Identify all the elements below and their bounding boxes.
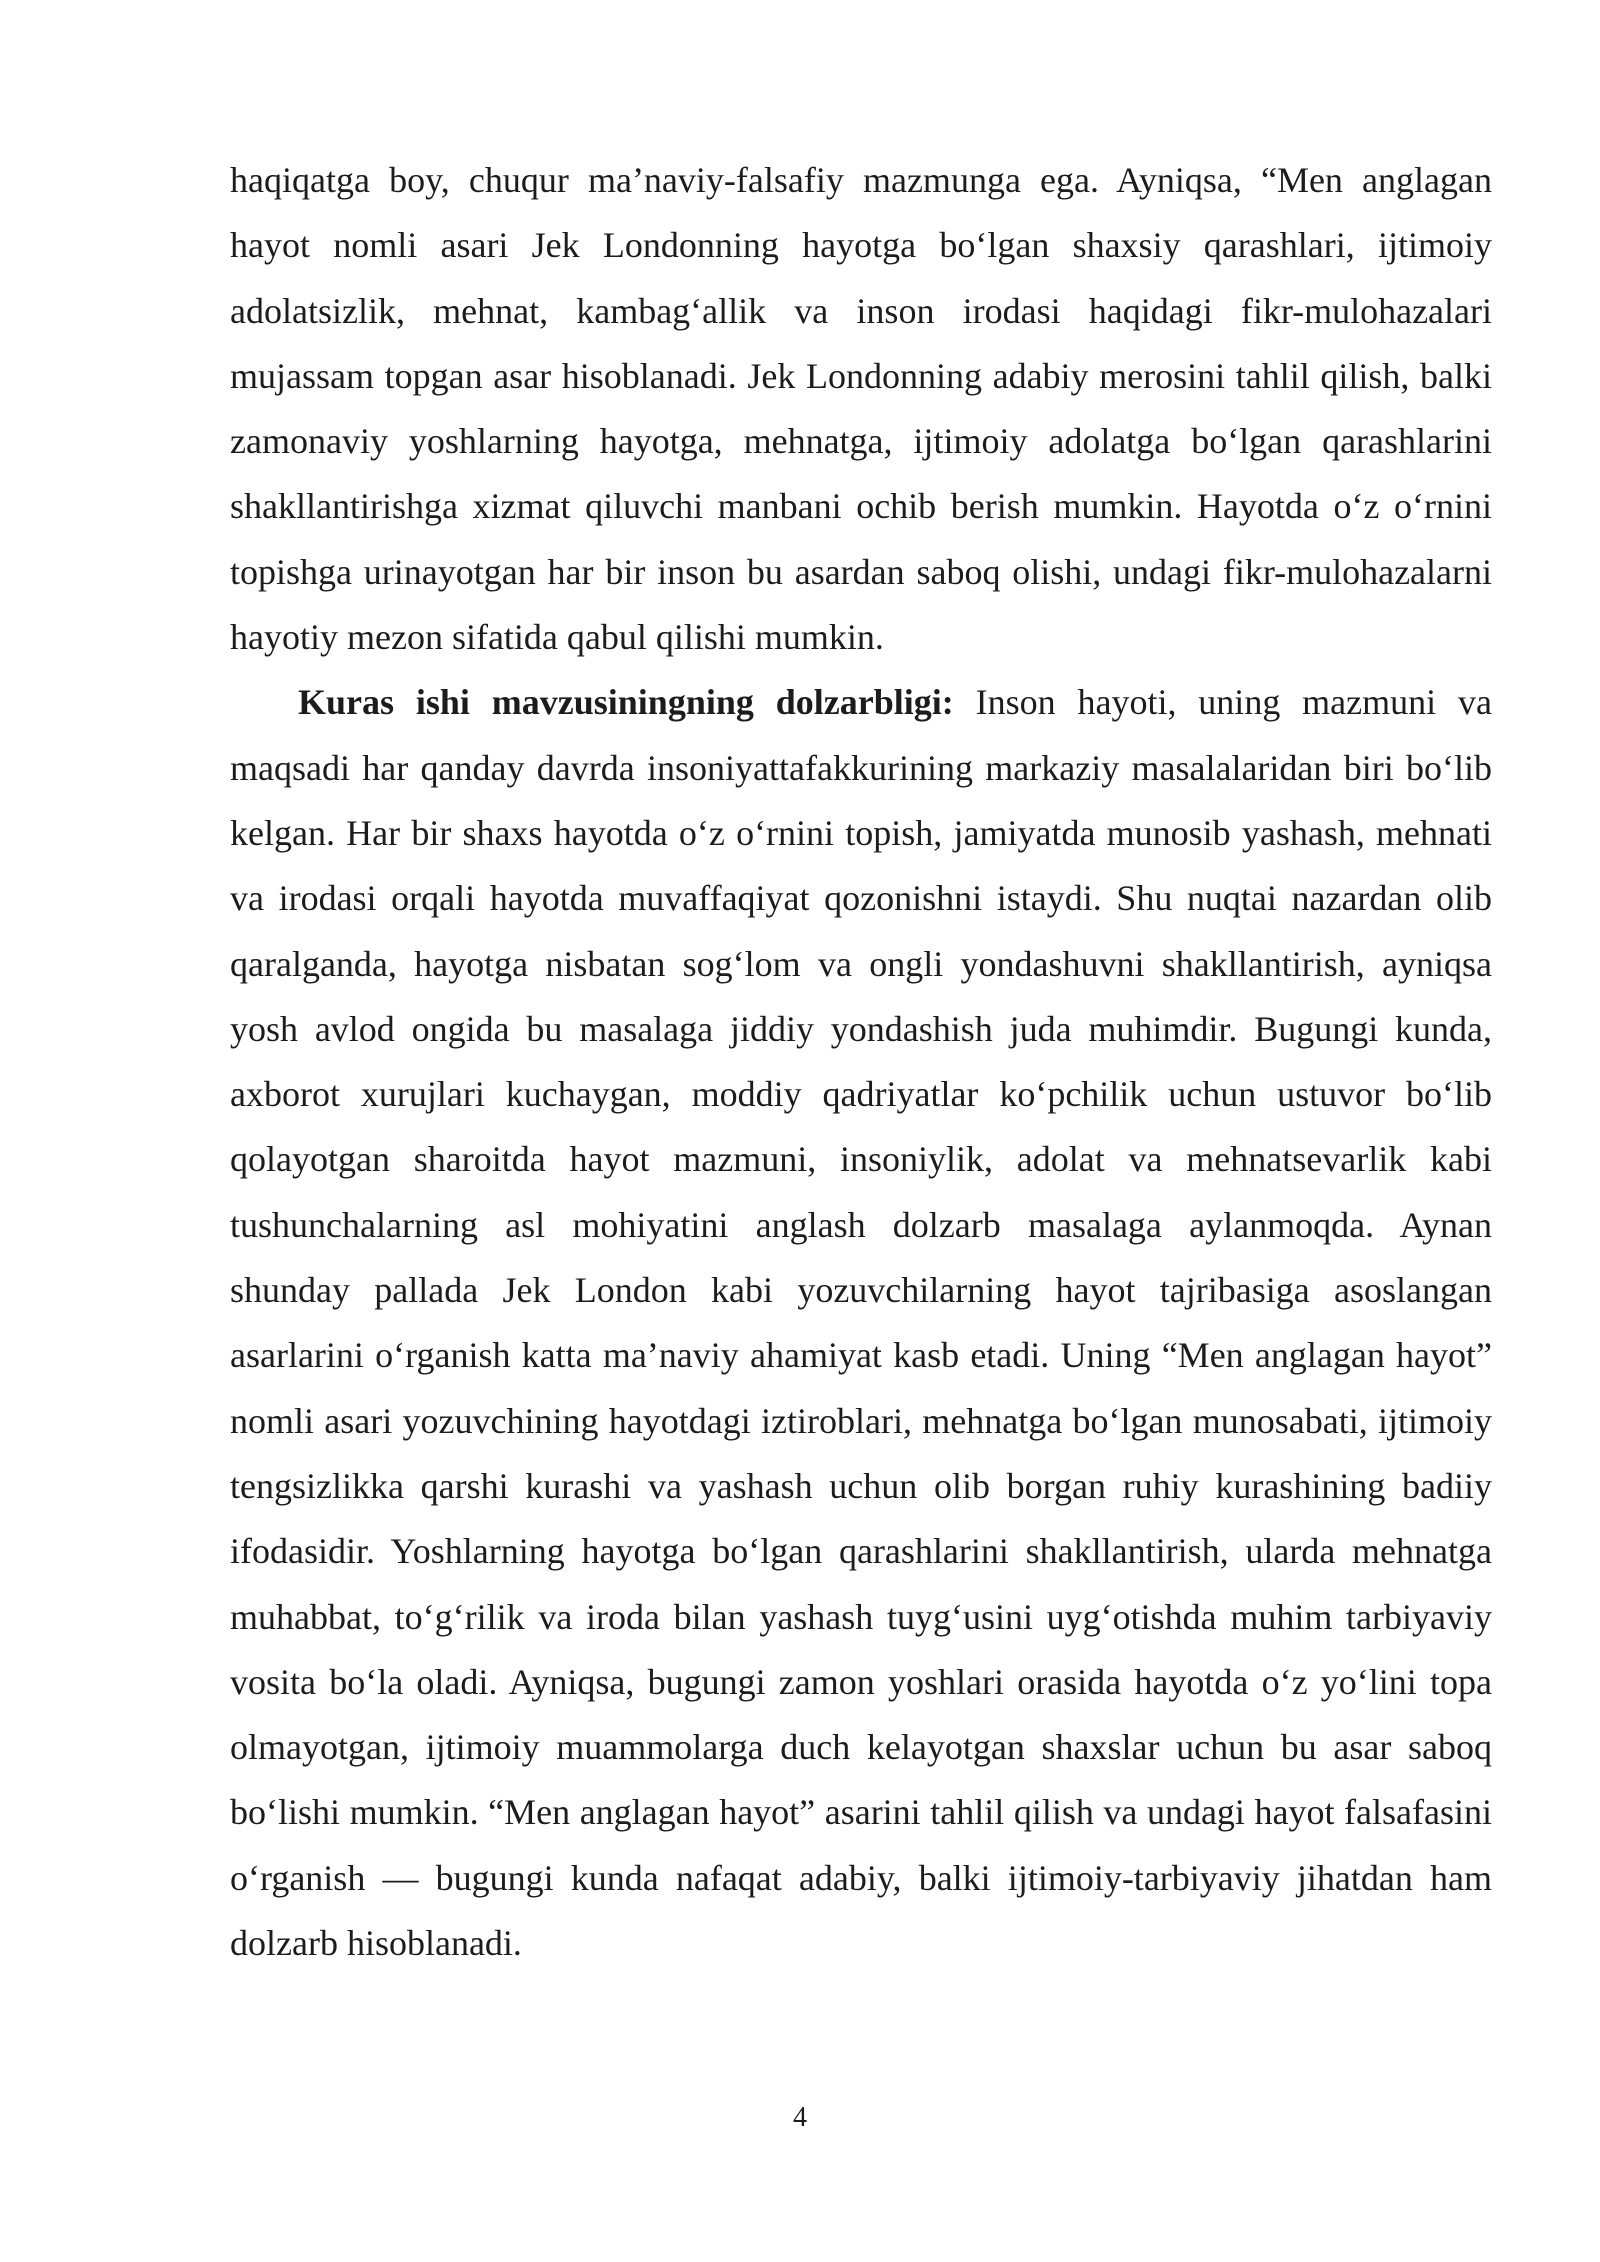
paragraph-2-text: Inson hayoti, uning mazmuni va maqsadi har qanday davrda insoniyattafakkurining markaziy masalalaridan biri bo‘lib kelgan. Har bir shaxs hayotda o‘z o‘rnini topish, jamiyatda munosib yashash, mehnati va irodasi orqali hayotda muvaffaqiyat qozonishni istaydi. Shu nuqtai nazardan olib qaralganda, hayotga nisbatan sog‘lom va ongli yondashuvni shakllantirish, ayniqsa yosh avlod ongida bu masalaga jiddiy yondashish juda muhimdir. Bugungi kunda, axborot xurujlari kuchaygan, moddiy qadriyatlar ko‘pchilik uchun ustuvor bo‘lib qolayotgan sharoitda hayot mazmuni, insoniylik, adolat va mehnatsevarlik kabi tushunchalarning asl mohiyatini anglash dolzarb masalaga aylanmoqda. Aynan shunday pallada Jek London kabi yozuvchilarning hayot tajribasiga asoslangan asarlarini o‘rganish katta ma’naviy ahamiyat kasb etadi. Uning “Men anglagan hayot” nomli asari yozuvchining hayotdagi iztiroblari, mehnatga bo‘lgan munosabati, ijtimoiy tengsizlikka qarshi kurashi va yashash uchun olib borgan ruhiy kurashining badiiy ifodasidir. Yoshlarning hayotga bo‘lgan qarashlarini shakllantirish, ularda mehnatga muhabbat, to‘g‘rilik va iroda bilan yashash tuyg‘usini uyg‘otishda muhim tarbiyaviy vosita bo‘la oladi. Ayniqsa, bugungi zamon yoshlari orasida hayotda o‘z yo‘lini topa olmayotgan, ijtimoiy muammolarga duch kelayotgan shaxslar uchun bu asar saboq bo‘lishi mumkin. “Men anglagan hayot” asarini tahlil qilish va undagi hayot falsafasini o‘rganish — bugungi kunda nafaqat adabiy, balki ijtimoiy-tarbiyaviy jihatdan ham dolzarb hisoblanadi. (230, 682, 1492, 1964)
page-number: 4 (793, 2102, 807, 2133)
paragraph-1-text: haqiqatga boy, chuqur ma’naviy-falsafiy mazmunga ega. Ayniqsa, “Men anglagan hayot nomli asari Jek Londonning hayotga bo‘lgan shaxsiy qarashlari, ijtimoiy adolatsizlik, mehnat, kambag‘allik va inson irodasi haqidagi fikr-mulohazalari mujassam topgan asar hisoblanadi. Jek Londonning adabiy merosini tahlil qilish, balki zamonaviy yoshlarning hayotga, mehnatga, ijtimoiy adolatga bo‘lgan qarashlarini shakllantirishga xizmat qiluvchi manbani ochib berish mumkin. Hayotda o‘z o‘rnini topishga urinayotgan har bir inson bu asardan saboq olishi, undagi fikr-mulohazalarni hayotiy mezon sifatida qabul qilishi mumkin. (230, 160, 1492, 658)
section-heading-relevance: Kuras ishi mavzusiningning dolzarbligi: (298, 682, 954, 723)
body-text (230, 148, 1492, 1976)
paragraph-1 (230, 148, 1492, 670)
paragraph-2 (230, 670, 1492, 1976)
